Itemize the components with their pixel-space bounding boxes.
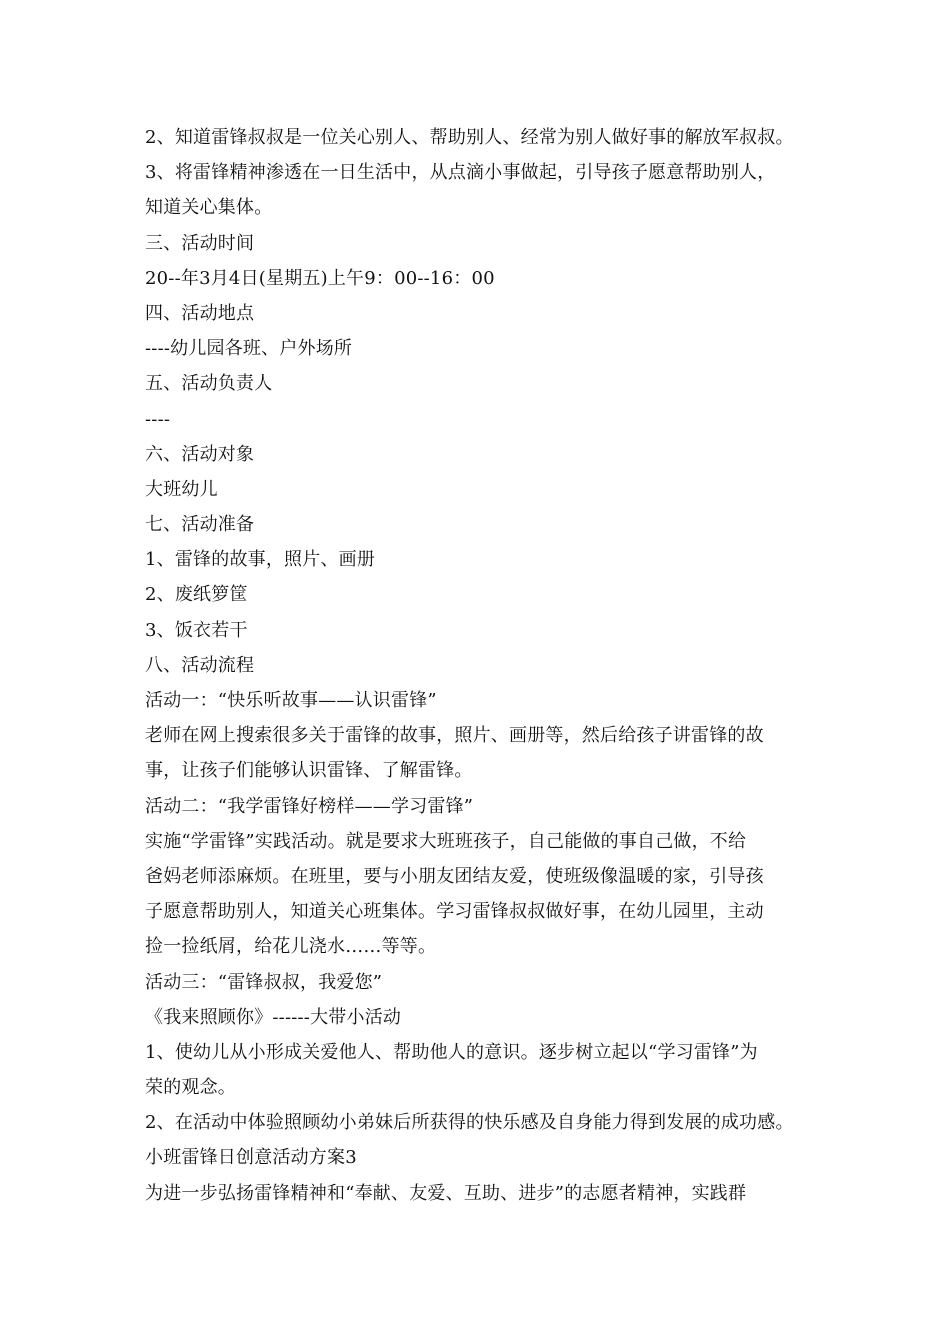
section-heading: 八、活动流程 xyxy=(145,654,255,676)
section-heading: 三、活动时间 xyxy=(145,232,255,254)
text-line: 知道关心集体。 xyxy=(145,197,273,219)
document-subtitle: 小班雷锋日创意活动方案3 xyxy=(145,1147,357,1169)
text-line: 1、雷锋的故事，照片、画册 xyxy=(145,549,376,571)
section-heading: 四、活动地点 xyxy=(145,302,255,324)
activity-heading: 活动三：“雷锋叔叔，我爱您” xyxy=(145,971,383,993)
document-body xyxy=(145,120,825,1211)
text-line: 荣的观念。 xyxy=(145,1077,236,1099)
text-line: 捡一捡纸屑，给花儿浇水……等等。 xyxy=(145,936,437,958)
text-line: 1、使幼儿从小形成关爱他人、帮助他人的意识。逐步树立起以“学习雷锋”为 xyxy=(145,1041,758,1063)
section-heading: 六、活动对象 xyxy=(145,443,255,465)
section-heading: 五、活动负责人 xyxy=(145,373,273,395)
text-line: 爸妈老师添麻烦。在班里，要与小朋友团结友爱，使班级像温暖的家，引导孩 xyxy=(145,865,764,887)
text-line: 2、知道雷锋叔叔是一位关心别人、帮助别人、经常为别人做好事的解放军叔叔。 xyxy=(145,127,794,148)
text-line: 20--年3月4日(星期五)上午9：00--16：00 xyxy=(145,267,495,289)
text-line: 3、将雷锋精神渗透在一日生活中，从点滴小事做起，引导孩子愿意帮助别人， xyxy=(145,162,776,184)
text-line: 为进一步弘扬雷锋精神和“奉献、友爱、互助、进步”的志愿者精神，实践群 xyxy=(145,1182,747,1204)
text-line: 实施“学雷锋”实践活动。就是要求大班班孩子，自己能做的事自己做，不给 xyxy=(145,830,747,852)
section-heading: 七、活动准备 xyxy=(145,514,255,536)
text-line: 2、在活动中体验照顾幼小弟妹后所获得的快乐感及自身能力得到发展的成功感。 xyxy=(145,1112,794,1134)
text-line: ----幼儿园各班、户外场所 xyxy=(145,338,353,360)
text-line: 《我来照顾你》------大带小活动 xyxy=(145,1006,402,1028)
text-line: 2、废纸箩筐 xyxy=(145,584,248,606)
activity-heading: 活动一：“快乐听故事——认识雷锋” xyxy=(145,690,437,711)
text-line: ---- xyxy=(145,408,171,430)
text-line: 子愿意帮助别人，知道关心班集体。学习雷锋叔叔做好事，在幼儿园里，主动 xyxy=(145,901,764,923)
text-line: 老师在网上搜索很多关于雷锋的故事，照片、画册等，然后给孩子讲雷锋的故 xyxy=(145,725,764,747)
text-line: 大班幼儿 xyxy=(145,478,218,500)
text-line: 3、饭衣若干 xyxy=(145,619,248,641)
text-line: 事，让孩子们能够认识雷锋、了解雷锋。 xyxy=(145,760,473,782)
activity-heading: 活动二：“我学雷锋好榜样——学习雷锋” xyxy=(145,795,474,817)
